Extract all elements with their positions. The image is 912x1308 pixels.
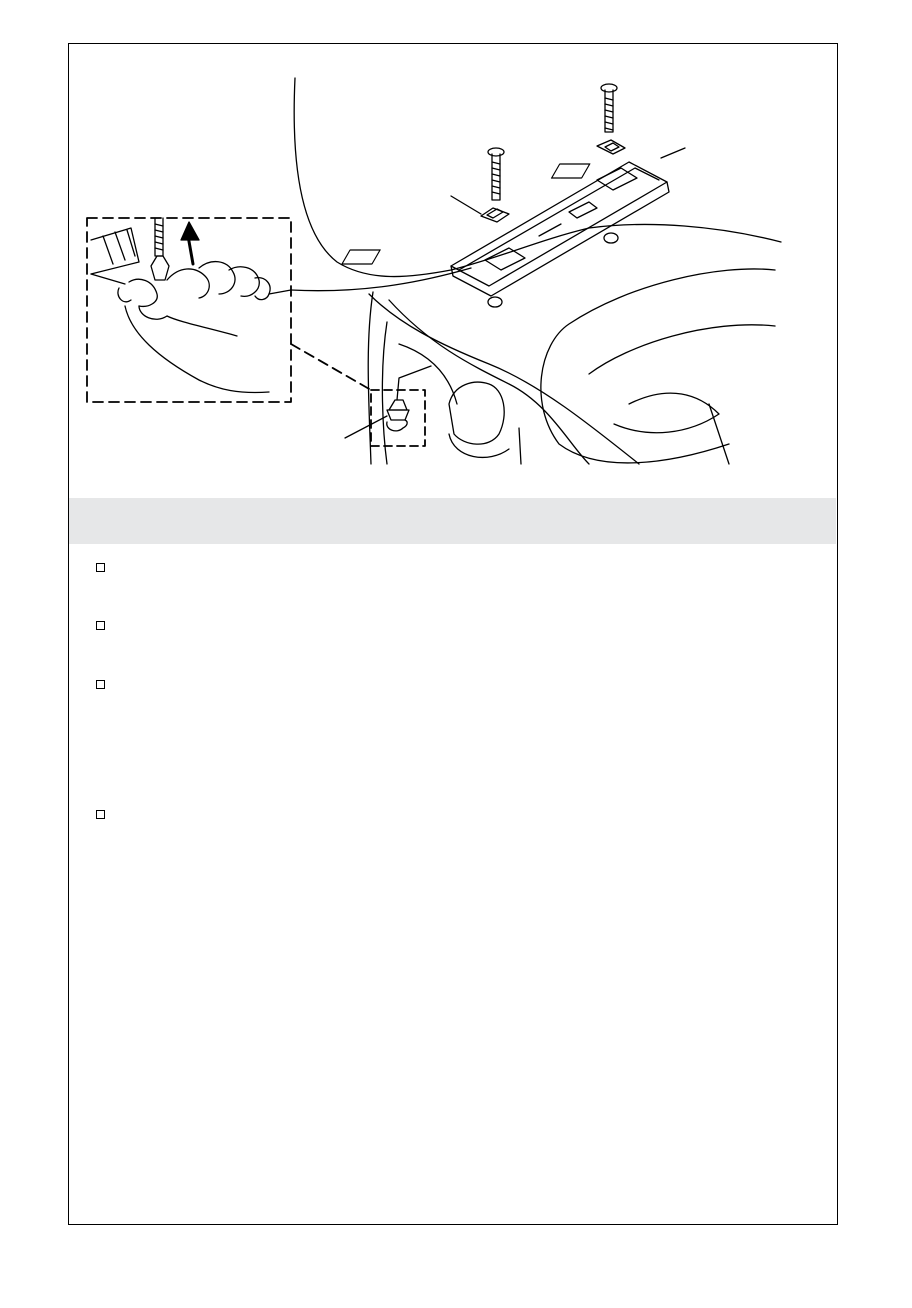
detail-connector — [291, 344, 371, 390]
step-checkbox[interactable] — [96, 810, 105, 819]
nut-detail-box — [345, 366, 431, 446]
step-2 — [93, 619, 813, 633]
step-1 — [93, 561, 813, 575]
step-3 — [93, 678, 813, 692]
section-header-band — [69, 498, 836, 544]
step-list — [93, 556, 813, 822]
step-checkbox[interactable] — [96, 563, 105, 572]
step-4 — [93, 808, 813, 822]
step-checkbox[interactable] — [96, 680, 105, 689]
toilet-bowl — [291, 78, 781, 464]
step-checkbox[interactable] — [96, 621, 105, 630]
hinge-bracket — [342, 148, 685, 307]
hand-inset — [87, 218, 291, 402]
page-frame — [68, 43, 838, 1225]
installation-illustration — [69, 44, 836, 498]
bolts — [488, 84, 617, 200]
